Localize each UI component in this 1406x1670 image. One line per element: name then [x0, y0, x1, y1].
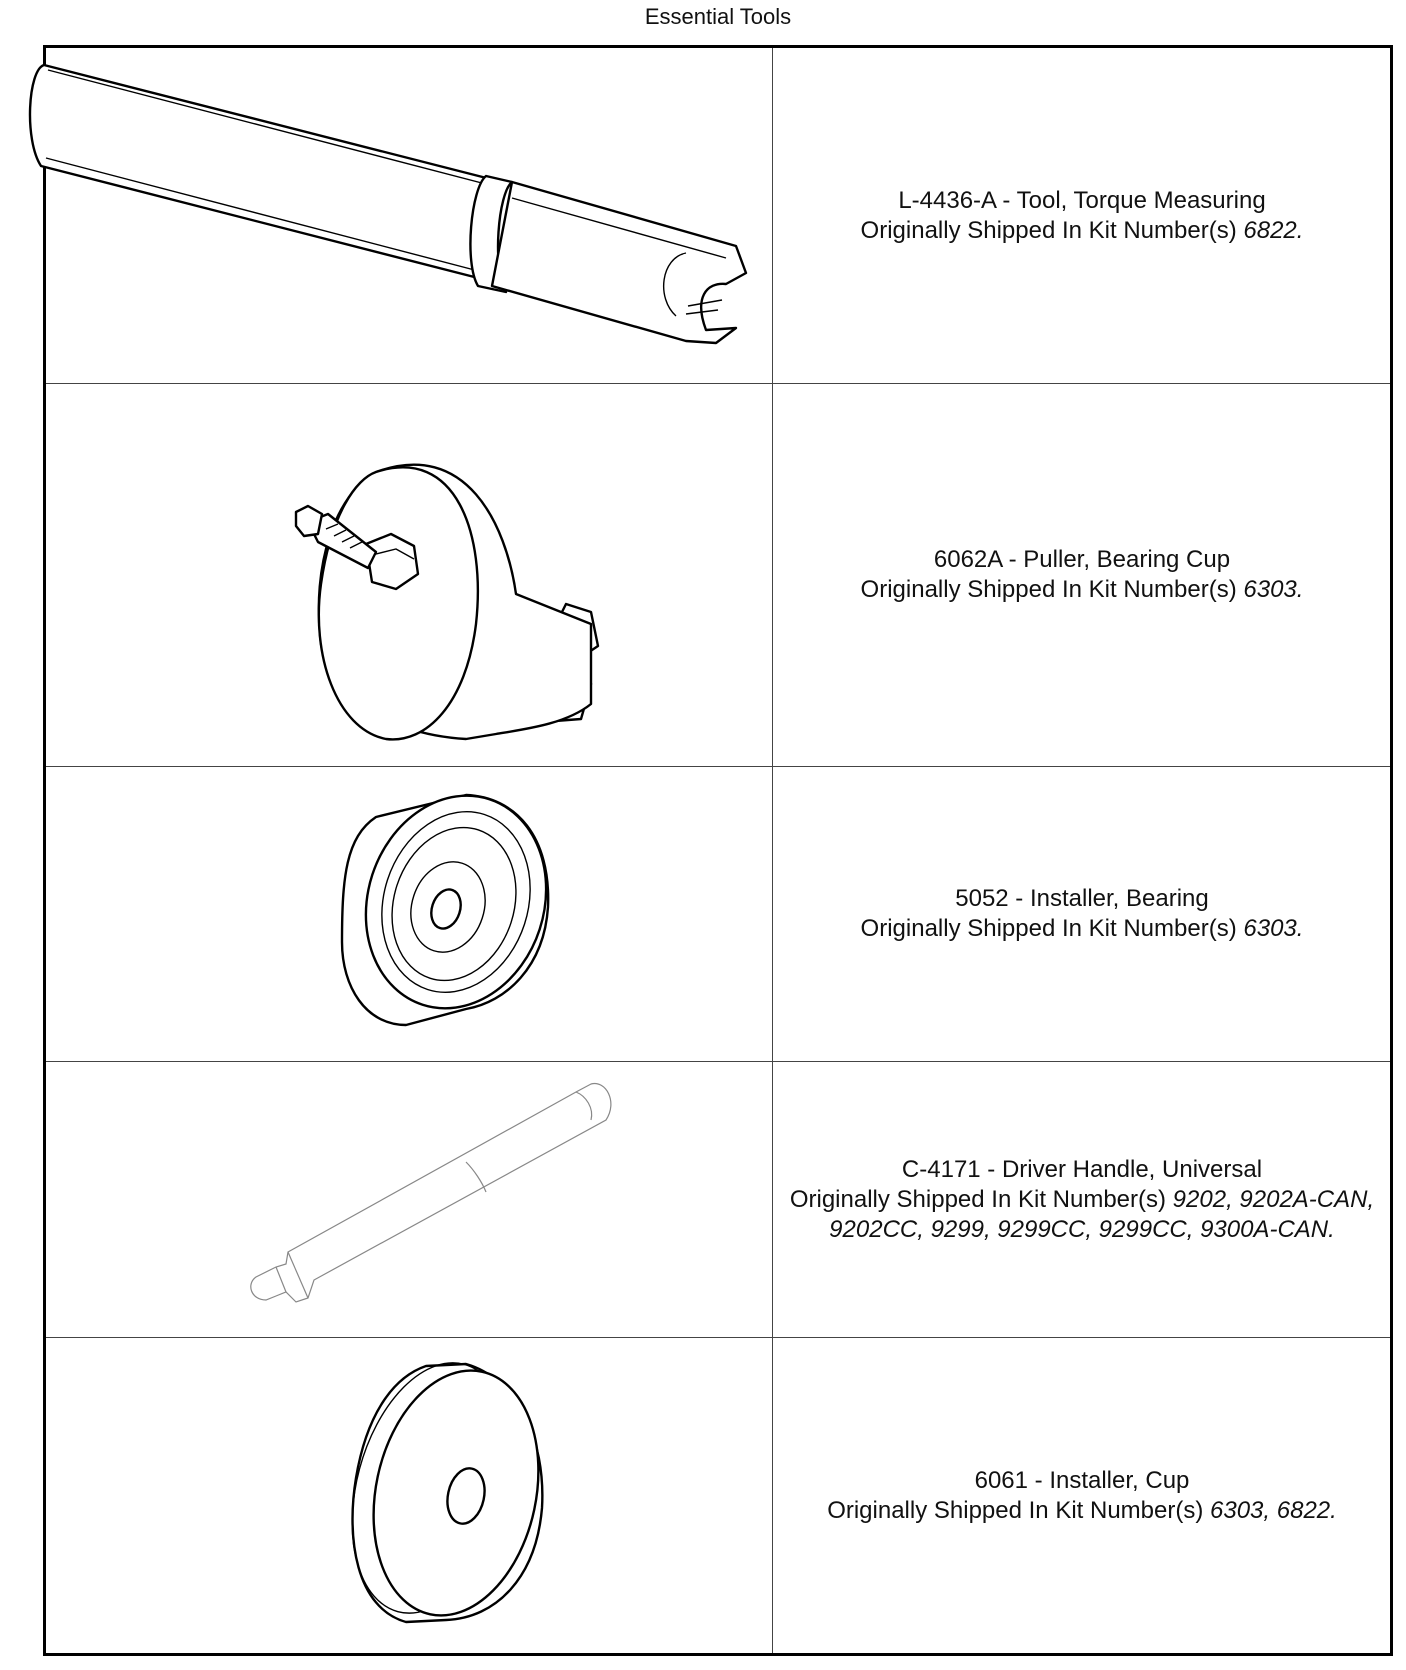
kit-prefix: Originally Shipped In Kit Number(s) — [789, 1185, 1166, 1213]
page-title: Essential Tools — [644, 4, 792, 29]
tool-image-cell — [46, 384, 773, 766]
tool-description-cell — [774, 384, 1390, 766]
tool-kits-line — [790, 1185, 1374, 1215]
kit-numbers-continued: 9202CC, 9299, 9299CC, 9299CC, 9300A-CAN. — [829, 1215, 1335, 1243]
table-row — [46, 1061, 1390, 1337]
driver-handle-drawing — [46, 1062, 773, 1338]
kit-prefix: Originally Shipped In Kit Number(s) — [860, 216, 1237, 244]
table-row — [46, 1337, 1390, 1653]
table-row — [46, 383, 1390, 766]
tool-image-cell — [46, 1338, 773, 1653]
tool-image-cell — [46, 767, 773, 1061]
bearing-cup-puller-drawing — [46, 384, 773, 767]
tool-kits-line — [861, 216, 1304, 246]
cup-installer-drawing — [46, 1338, 773, 1654]
tool-kits-line — [861, 914, 1304, 944]
kit-numbers: 6303. — [1243, 915, 1304, 942]
tool-title: 5052 - Installer, Bearing — [955, 885, 1209, 912]
tools-table — [43, 45, 1393, 1656]
kit-numbers: 6822. — [1243, 216, 1304, 244]
kit-numbers: 6303, 6822. — [1210, 1496, 1337, 1524]
kit-numbers: 6303. — [1243, 576, 1304, 603]
tool-description-cell — [774, 1062, 1390, 1337]
kit-prefix: Originally Shipped In Kit Number(s) — [860, 915, 1237, 942]
tool-kits-line — [861, 575, 1304, 605]
bearing-installer-drawing — [46, 767, 773, 1062]
kit-prefix: Originally Shipped In Kit Number(s) — [827, 1496, 1204, 1524]
tool-description-cell — [774, 767, 1390, 1061]
table-row — [46, 48, 1390, 383]
kit-prefix: Originally Shipped In Kit Number(s) — [860, 576, 1237, 603]
tool-image-cell — [46, 48, 773, 383]
tool-title: C-4171 - Driver Handle, Universal — [901, 1155, 1263, 1183]
tool-title: L-4436-A - Tool, Torque Measuring — [898, 186, 1266, 214]
table-row — [46, 766, 1390, 1061]
tool-description-cell — [774, 1338, 1390, 1653]
tool-title: 6062A - Puller, Bearing Cup — [933, 546, 1231, 573]
tool-kits-line — [827, 1496, 1337, 1526]
kit-numbers: 9202, 9202A-CAN, — [1172, 1185, 1375, 1213]
tool-description-cell — [774, 48, 1390, 383]
torque-measuring-tool-drawing — [46, 48, 773, 383]
tool-title: 6061 - Installer, Cup — [974, 1466, 1190, 1494]
tool-image-cell — [46, 1062, 773, 1337]
